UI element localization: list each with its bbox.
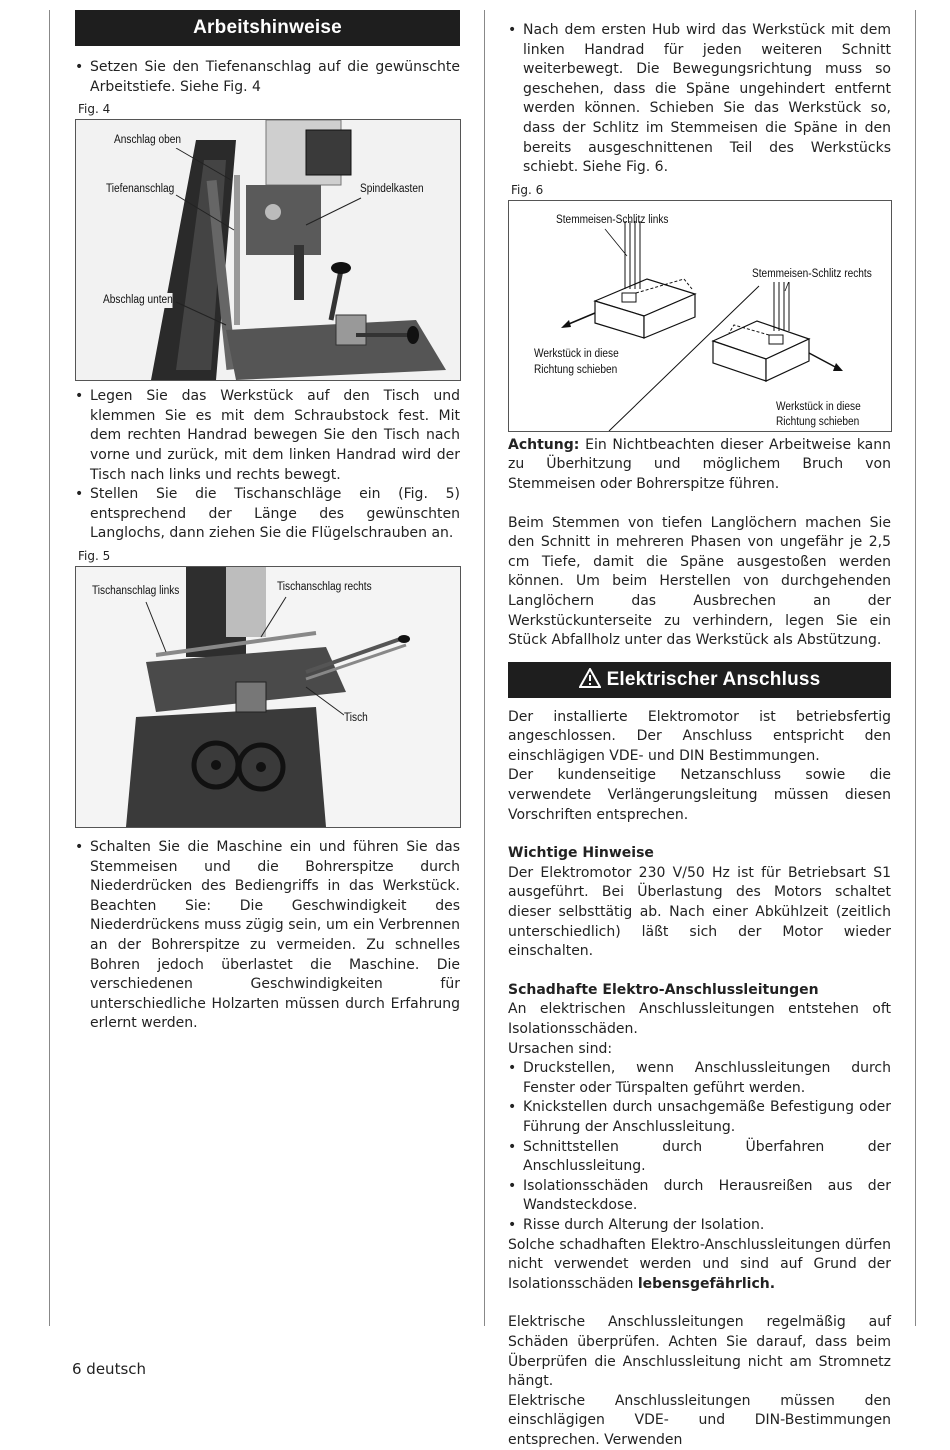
subheading-wichtige-hinweise: Wichtige Hinweise [508,845,654,862]
heading-elektrischer-anschluss [508,662,891,698]
heading2-text: Elektrischer Anschluss [606,668,821,690]
para-danger-bold: lebensgefährlich. [637,1275,776,1292]
fig6-label-push-right-2: Richtung schieben [776,415,860,428]
attention-label: Achtung: [508,436,580,453]
bullet-werkstueck-klemmen: • Legen Sie das Werkstück auf den Tisch und klemmen Sie es mit dem Schraubstock fest. Mit dem rechten Handrad bewegen Sie den Tisch nach vorne und zurück, mit dem linken Handrad wird der Tisch nach links und rechts bewegt. [75,387,460,485]
fig6-image [508,200,892,432]
attention-paragraph [508,436,891,495]
para-check-regularly: Elektrische Anschlussleitungen regelmäßig auf Schäden überprüfen. Achten Sie darauf, dass beim Überprüfen die Anschlussleitung nicht am Stromnetz hängt. [508,1314,891,1390]
mortiser-machine-illustration [76,120,460,380]
table-stops-illustration [76,567,460,827]
fig6-caption: Fig. 6 [511,182,544,197]
fig6-label-push-left-2: Richtung schieben [534,363,618,376]
para-deep-mortises: Beim Stemmen von tiefen Langlöchern machen Sie den Schnitt in mehreren Phasen von ungefähr je 2,5 cm Tiefe, damit die Späne ausgestoßen werden können. Um beim Herstellen von durchgehenden Langlöchern das Ausbrechen an der Werkstückunterseite zu verhindern, legen Sie ein Stück Abfallholz unter das Werkstück als Abstützung. [508,514,891,649]
para-hints: Der Elektromotor 230 V/50 Hz ist für Betriebsart S1 ausgeführt. Bei Überlastung des Motors schaltet dieser selbsttätig ab. Nach einer Abkühlzeit (zeitlich unterschiedlich) läßt sich der Motor wieder einschalten. [508,864,891,960]
cause-item: • Knickstellen durch unsachgemäße Befestigung oder Führung der Anschlussleitung. [508,1098,891,1137]
fig5-label-tischanschlag-links: Tischanschlag links [92,584,180,597]
fig6-label-schlitz-rechts: Stemmeisen-Schlitz rechts [752,267,872,280]
para-motor-regulations: Der kundenseitige Netzanschluss sowie die verwendete Verlängerungsleitung müssen diesen Vorschriften entsprechen. [508,767,891,823]
subheading-schadhafte-leitungen: Schadhafte Elektro-Anschlussleitungen [508,981,819,998]
fig5-label-tisch: Tisch [344,711,368,724]
right-margin-rule [915,10,916,1326]
bullet-tiefenanschlag: • Setzen Sie den Tiefenanschlag auf die gewünschte Arbeitstiefe. Siehe Fig. 4 [75,58,460,97]
cause-item: • Isolationsschäden durch Herausreißen aus der Wandsteckdose. [508,1177,891,1216]
center-column-rule [484,10,485,1326]
slot-direction-diagram [509,201,891,431]
fig5-image [75,566,461,828]
para-check-regulations: Elektrische Anschlussleitungen müssen den einschlägigen VDE- und DIN-Bestimmungen entsprechen. Verwenden [508,1392,891,1448]
cause-item: • Risse durch Alterung der Isolation. [508,1216,891,1236]
fig6-label-push-left-1: Werkstück in diese [534,347,619,360]
fig4-label-abschlag-unten: Abschlag unten [103,294,173,307]
bullet-werkstueck-weiterbewegen: • Nach dem ersten Hub wird das Werkstück mit dem linken Handrad für jeden weiteren Schnitt weiterbewegt. Die Bewegungsrichtung muss so geschehen, dass die Späne ungehindert entfernt werden können. Schieben Sie das Werkstück so, dass der Schlitz im Stemmeisen die Späne in den bereits ausgeschnittenen Teil des Werkstücks schiebt. Siehe Fig. 6. [508,21,891,178]
para-danger-text: Solche schadhaften Elektro-Anschlussleitungen dürfen nicht verwendet werden und sind auf Grund der Isolationsschäden [508,1236,891,1292]
warning-triangle-icon [579,665,601,701]
para-motor-installed: Der installierte Elektromotor ist betriebsfertig angeschlossen. Der Anschluss entspricht den einschlägigen VDE- und DIN Bestimmungen. [508,708,891,764]
fig6-label-schlitz-links: Stemmeisen-Schlitz links [556,213,669,226]
right-column [508,21,891,1450]
fig4-label-tiefenanschlag: Tiefenanschlag [106,183,175,196]
fig5-caption: Fig. 5 [78,548,111,563]
cause-item: • Schnittstellen durch Überfahren der Anschlussleitung. [508,1138,891,1177]
attention-text: Ein Nichtbeachten dieser Arbeitweise kann zu Überhitzung und möglichem Bruch von Stemmeisen oder Bohrerspitze führen. [508,436,891,492]
fig4-caption: Fig. 4 [78,102,111,117]
left-column [75,10,460,1034]
fig4-label-anschlag-oben: Anschlag oben [114,134,181,147]
fig6-label-push-right-1: Werkstück in diese [776,400,861,413]
page-footer: 6 deutsch [72,1360,147,1378]
para-damage: An elektrischen Anschlussleitungen entstehen oft Isolationsschäden. [508,1001,891,1037]
fig4-image [75,119,461,381]
fig5-label-tischanschlag-rechts: Tischanschlag rechts [277,580,372,593]
bullet-maschine-einschalten: • Schalten Sie die Maschine ein und führen Sie das Stemmeisen und die Bohrerspitze durch Niederdrücken des Bediengriffs in das Werkstück. Beachten Sie: Die Geschwindigkeit des Niederdrückens muss zügig sein, um ein Verbrennen an der Bohrerspitze zu vermeiden. Zu schnelles Bohren jedoch überlastet die Maschine. Die verschiedenen Geschwindigkeiten für unterschiedliche Holzarten müssen durch Erfahrung erlernt werden. [75,838,460,1034]
left-margin-rule [49,10,50,1326]
cause-item: • Druckstellen, wenn Anschlussleitungen durch Fenster oder Türspalten geführt werden. [508,1059,891,1098]
para-danger [508,1236,891,1295]
heading-arbeitshinweise: Arbeitshinweise [75,10,460,46]
fig4-label-spindelkasten: Spindelkasten [360,183,424,196]
causes-intro: Ursachen sind: [508,1040,613,1057]
bullet-tischanschlaege: • Stellen Sie die Tischanschläge ein (Fig. 5) entsprechend der Länge des gewünschten Langlochs, dann ziehen Sie die Flügelschrauben an. [75,485,460,544]
